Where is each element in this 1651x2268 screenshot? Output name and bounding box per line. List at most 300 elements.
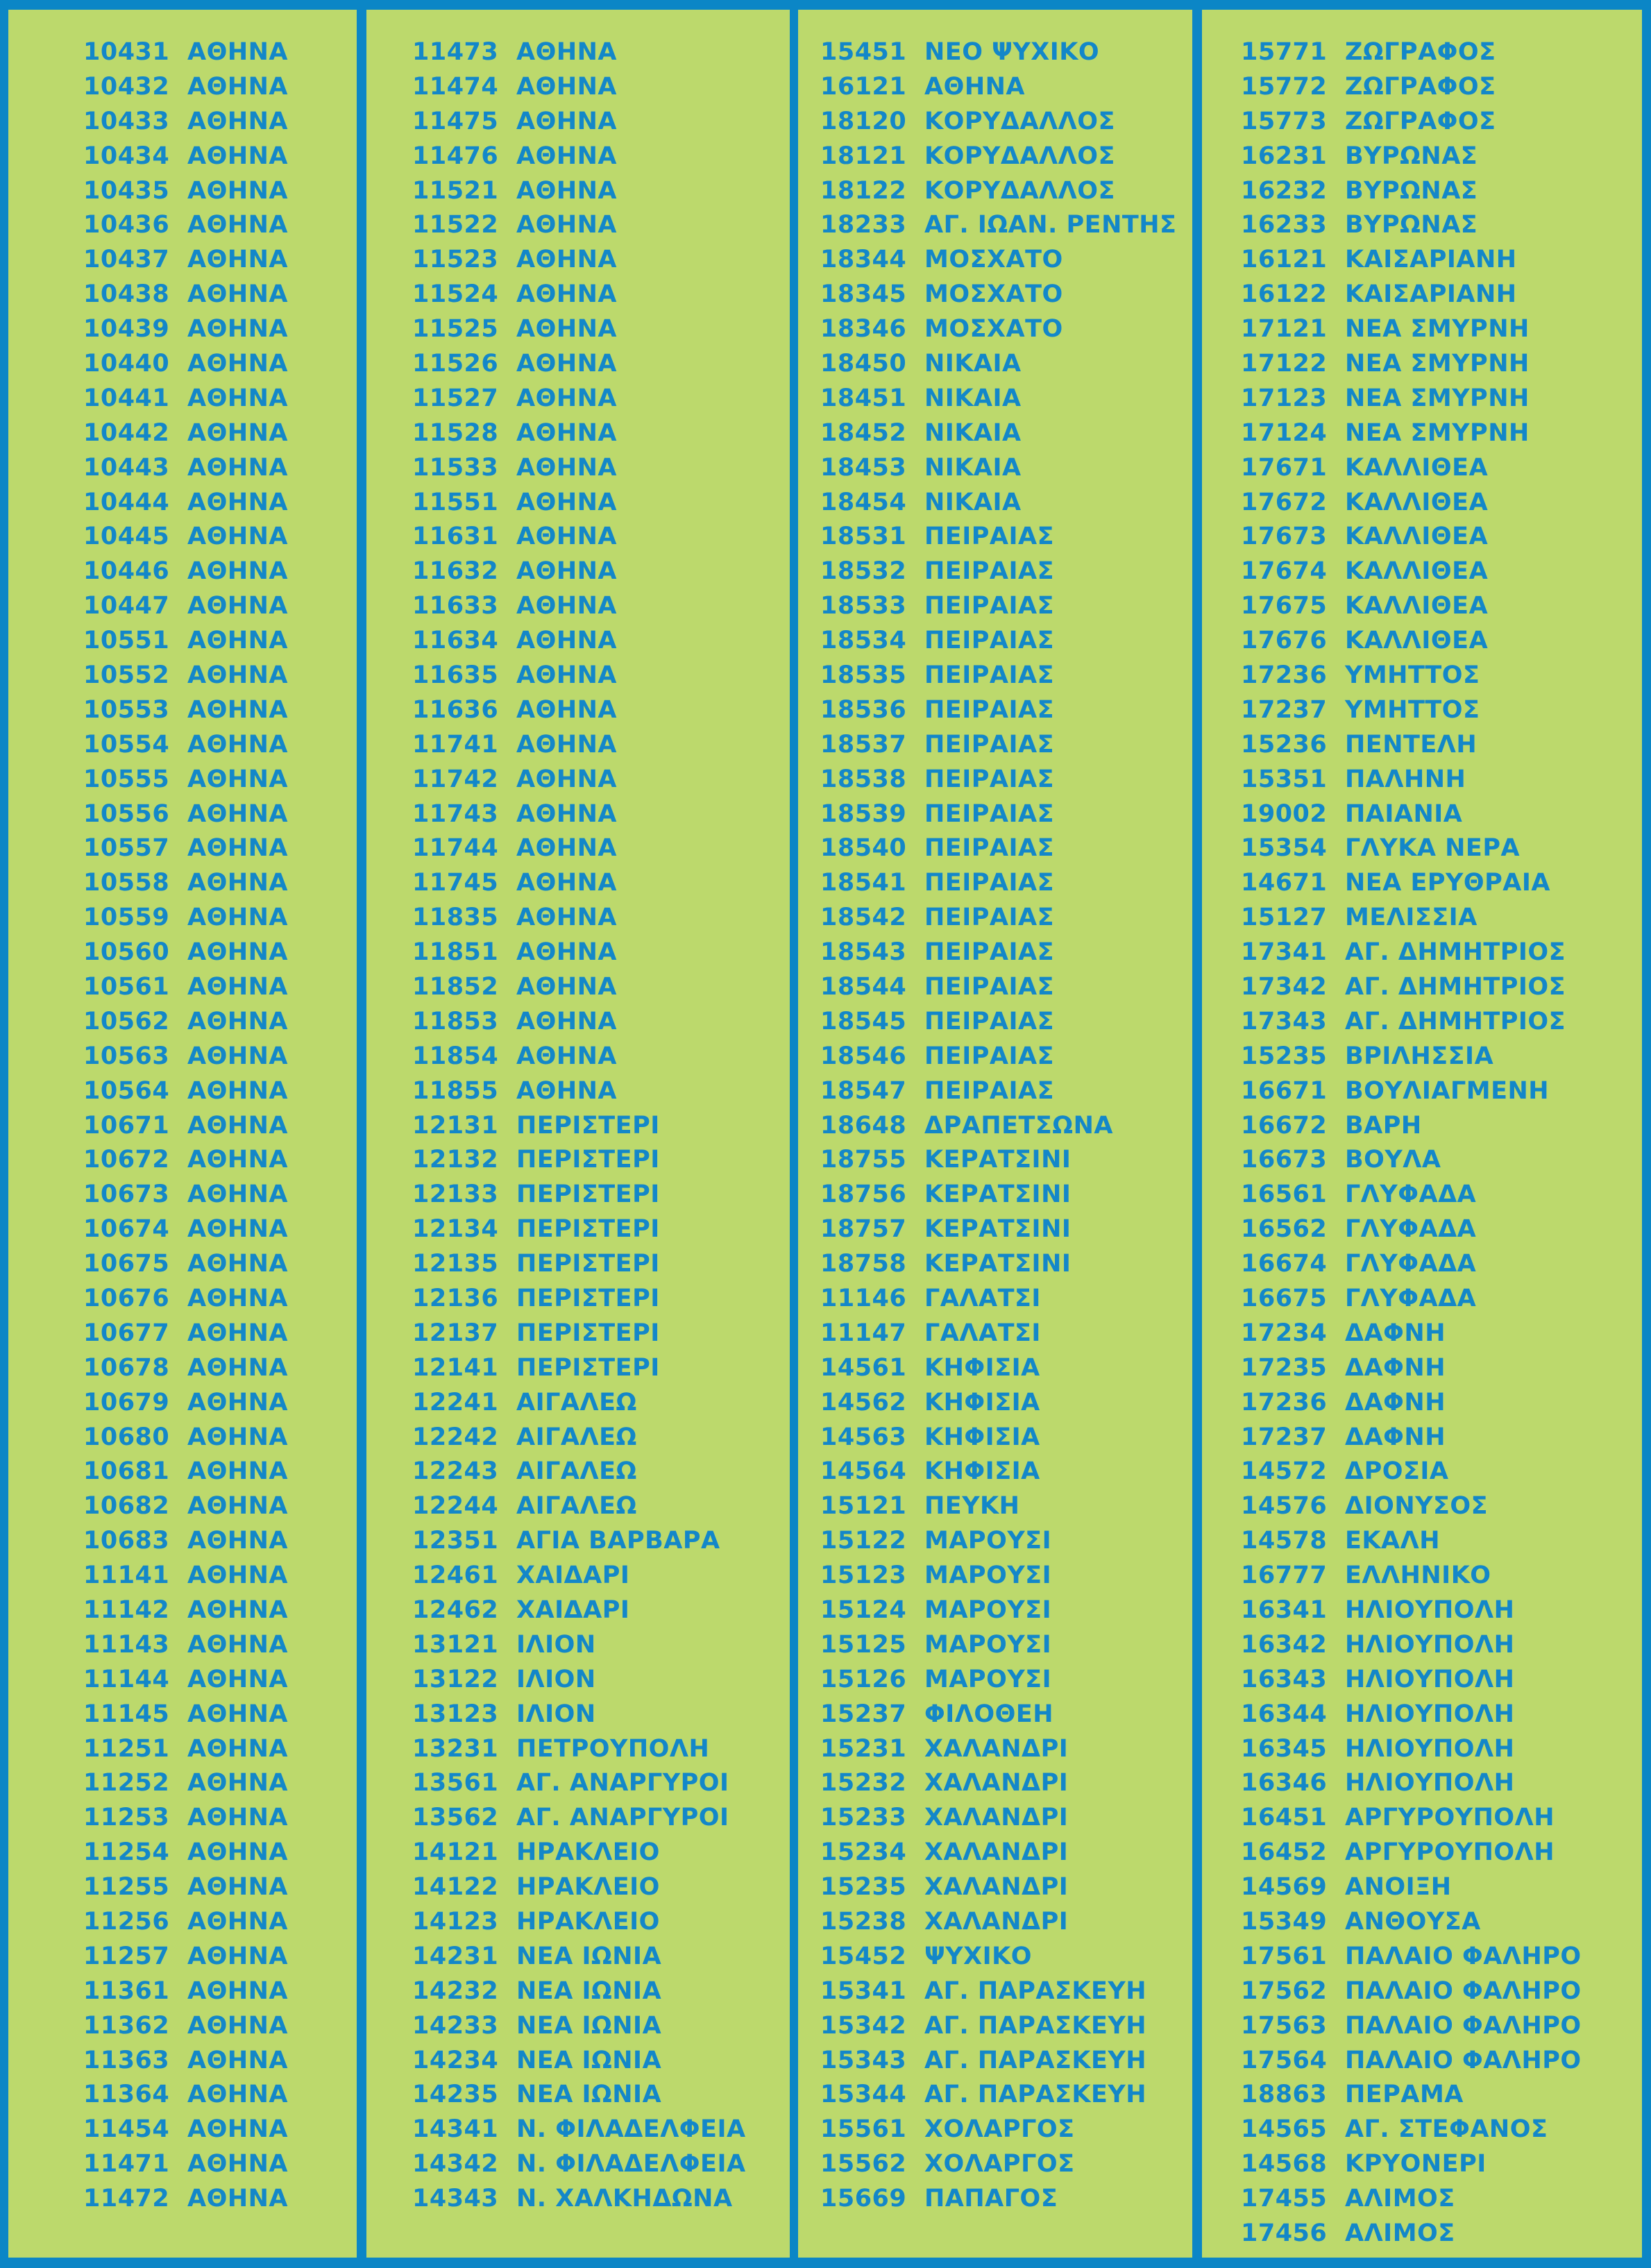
postal-code: 18450 — [820, 349, 907, 378]
postal-code-row — [412, 1316, 790, 1351]
postal-code: 11852 — [412, 972, 499, 1001]
postal-code-row — [412, 104, 790, 139]
area-name: ΠΑΠΑΓΟΣ — [924, 2185, 1058, 2213]
area-name: ΦΙΛΟΘΕΗ — [924, 1700, 1054, 1728]
postal-code-row — [412, 1108, 790, 1143]
area-name: ΑΘΗΝΑ — [516, 869, 618, 897]
postal-code: 11254 — [83, 1838, 170, 1867]
area-name: ΑΓ. ΠΑΡΑΣΚΕΥΗ — [924, 2011, 1147, 2040]
area-name: ΑΘΗΝΑ — [187, 557, 289, 586]
area-name: ΜΟΣΧΑΤΟ — [924, 280, 1063, 309]
postal-code: 11144 — [83, 1665, 170, 1693]
area-name: ΑΘΗΝΑ — [516, 1076, 618, 1105]
postal-code: 11257 — [83, 1942, 170, 1970]
postal-code-row — [83, 1627, 357, 1662]
column-2-list — [366, 35, 790, 2216]
postal-code: 16121 — [1241, 246, 1328, 274]
postal-code-row — [83, 1800, 357, 1835]
area-name: ΥΜΗΤΤΟΣ — [1345, 661, 1480, 689]
column-4 — [1202, 10, 1642, 2258]
postal-code: 10559 — [83, 904, 170, 932]
area-name: ΑΛΙΜΟΣ — [1345, 2219, 1455, 2248]
area-name: ΑΘΗΝΑ — [187, 1665, 289, 1693]
area-name: ΜΑΡΟΥΣΙ — [924, 1630, 1052, 1659]
postal-code: 11471 — [83, 2150, 170, 2178]
area-name: ΕΛΛΗΝΙΚΟ — [1345, 1562, 1491, 1590]
area-name: ΑΘΗΝΑ — [187, 1942, 289, 1970]
area-name: ΖΩΓΡΑΦΟΣ — [1345, 107, 1496, 135]
postal-code: 11855 — [412, 1076, 499, 1105]
postal-code: 18345 — [820, 280, 907, 309]
postal-code-row — [820, 1939, 1192, 1974]
postal-code: 16451 — [1241, 1804, 1328, 1832]
area-name: ΑΓ. ΙΩΑΝ. ΡΕΝΤΗΣ — [924, 211, 1177, 239]
area-name: ΠΕΡΙΣΤΕΡΙ — [516, 1215, 660, 1244]
postal-code: 15354 — [1241, 834, 1328, 863]
postal-code-row — [1241, 900, 1642, 935]
postal-code: 11745 — [412, 869, 499, 897]
postal-code-row — [412, 242, 790, 277]
postal-code: 13122 — [412, 1665, 499, 1693]
postal-code-row — [1241, 174, 1642, 208]
area-name: ΝΕΑ ΣΜΥΡΝΗ — [1345, 349, 1530, 378]
postal-code: 14562 — [820, 1388, 907, 1416]
postal-code-row — [412, 1593, 790, 1627]
postal-code-row — [83, 1212, 357, 1246]
postal-code-row — [412, 831, 790, 865]
area-name: ΑΘΗΝΑ — [516, 176, 618, 205]
area-name: ΑΓ. ΔΗΜΗΤΡΙΟΣ — [1345, 972, 1566, 1001]
postal-code: 18755 — [820, 1146, 907, 1174]
postal-code: 11526 — [412, 349, 499, 378]
postal-code: 11524 — [412, 280, 499, 309]
area-name: ΚΗΦΙΣΙΑ — [924, 1388, 1040, 1416]
postal-code: 12461 — [412, 1562, 499, 1590]
area-name: ΚΗΦΙΣΙΑ — [924, 1457, 1040, 1486]
postal-code: 15235 — [820, 1873, 907, 1902]
area-name: ΗΡΑΚΛΕΙΟ — [516, 1908, 660, 1936]
area-name: ΑΘΗΝΑ — [516, 142, 618, 170]
area-name: ΑΘΗΝΑ — [187, 1838, 289, 1867]
postal-code: 14561 — [820, 1353, 907, 1382]
postal-code: 18546 — [820, 1042, 907, 1070]
postal-code: 10444 — [83, 488, 170, 516]
postal-code: 11631 — [412, 523, 499, 551]
area-name: ΑΘΗΝΑ — [187, 904, 289, 932]
postal-code-row — [820, 762, 1192, 797]
postal-code: 18346 — [820, 315, 907, 344]
postal-code-row — [1241, 1835, 1642, 1870]
area-name: ΑΘΗΝΑ — [187, 1146, 289, 1174]
postal-code-row — [412, 1455, 790, 1489]
postal-code-row — [1241, 797, 1642, 831]
postal-code-row — [412, 658, 790, 693]
postal-code-row — [820, 1489, 1192, 1523]
postal-code: 10551 — [83, 627, 170, 655]
area-name: ΠΕΙΡΑΙΑΣ — [924, 904, 1054, 932]
postal-code: 10446 — [83, 557, 170, 586]
postal-code: 12141 — [412, 1353, 499, 1382]
area-name: ΑΘΗΝΑ — [187, 2011, 289, 2040]
postal-code-row — [820, 519, 1192, 554]
area-name: ΠΕΙΡΑΙΑΣ — [924, 834, 1054, 863]
postal-code: 10554 — [83, 730, 170, 759]
postal-code-row — [820, 1212, 1192, 1246]
postal-code: 17671 — [1241, 453, 1328, 482]
postal-code-row — [1241, 1143, 1642, 1178]
postal-code-row — [1241, 277, 1642, 312]
postal-code: 15341 — [820, 1977, 907, 2005]
area-name: ΑΓ. ΔΗΜΗΤΡΙΟΣ — [1345, 1007, 1566, 1035]
postal-code: 11521 — [412, 176, 499, 205]
postal-code: 16671 — [1241, 1076, 1328, 1105]
postal-code: 17456 — [1241, 2219, 1328, 2248]
postal-code-row — [412, 1523, 790, 1558]
area-name: Ν. ΧΑΛΚΗΔΩΝΑ — [516, 2185, 733, 2213]
postal-code-row — [412, 416, 790, 450]
postal-code-row — [412, 554, 790, 589]
area-name: ΠΕΡΙΣΤΕΡΙ — [516, 1146, 660, 1174]
area-name: ΚΟΡΥΔΑΛΛΟΣ — [924, 176, 1115, 205]
area-name: ΑΝΟΙΞΗ — [1345, 1873, 1452, 1902]
area-name: ΝΙΚΑΙΑ — [924, 384, 1022, 412]
postal-code: 11255 — [83, 1873, 170, 1902]
postal-code-row — [1241, 1074, 1642, 1108]
area-name: ΓΛΥΚΑ ΝΕΡΑ — [1345, 834, 1521, 863]
postal-code-row — [820, 1108, 1192, 1143]
postal-code-row — [820, 1420, 1192, 1455]
area-name: ΝΕΑ ΙΩΝΙΑ — [516, 2081, 662, 2109]
area-name: ΑΘΗΝΑ — [516, 280, 618, 309]
postal-code-row — [83, 1246, 357, 1281]
postal-code-row — [83, 242, 357, 277]
area-name: ΖΩΓΡΑΦΟΣ — [1345, 37, 1496, 66]
postal-code-row — [412, 797, 790, 831]
postal-code-row — [1241, 1558, 1642, 1593]
area-name: ΜΑΡΟΥΣΙ — [924, 1562, 1052, 1590]
postal-code-row — [820, 970, 1192, 1004]
area-name: ΑΘΗΝΑ — [516, 799, 618, 828]
area-name: ΑΘΗΝΑ — [516, 1042, 618, 1070]
area-name: ΒΟΥΛΑ — [1345, 1146, 1441, 1174]
area-name: ΑΘΗΝΑ — [187, 107, 289, 135]
area-name: ΗΡΑΚΛΕΙΟ — [516, 1838, 660, 1867]
postal-code: 12133 — [412, 1180, 499, 1209]
postal-code-row — [1241, 762, 1642, 797]
postal-code: 11472 — [83, 2185, 170, 2213]
postal-code: 10434 — [83, 142, 170, 170]
postal-code: 18543 — [820, 938, 907, 967]
postal-code: 10438 — [83, 280, 170, 309]
area-name: ΠΕΙΡΑΙΑΣ — [924, 972, 1054, 1001]
postal-code: 15562 — [820, 2150, 907, 2178]
postal-code-row — [820, 2181, 1192, 2216]
area-name: ΑΘΗΝΑ — [187, 1007, 289, 1035]
area-name: ΝΕΟ ΨΥΧΙΚΟ — [924, 37, 1100, 66]
area-name: ΠΕΡΙΣΤΕΡΙ — [516, 1250, 660, 1278]
postal-code-row — [1241, 35, 1642, 69]
postal-code: 17563 — [1241, 2011, 1328, 2040]
area-name: ΑΘΗΝΑ — [187, 523, 289, 551]
area-name: ΗΛΙΟΥΠΟΛΗ — [1345, 1734, 1515, 1763]
postal-code: 10564 — [83, 1076, 170, 1105]
postal-code-row — [83, 485, 357, 520]
postal-code-row — [83, 2112, 357, 2147]
postal-code-row — [820, 1143, 1192, 1178]
postal-code: 15125 — [820, 1630, 907, 1659]
postal-code-row — [1241, 1281, 1642, 1316]
postal-code: 18756 — [820, 1180, 907, 1209]
area-name: ΗΛΙΟΥΠΟΛΗ — [1345, 1665, 1515, 1693]
postal-code-row — [1241, 1385, 1642, 1420]
area-name: ΠΕΙΡΑΙΑΣ — [924, 799, 1054, 828]
postal-code-row — [820, 1455, 1192, 1489]
postal-code-row — [412, 1143, 790, 1178]
area-name: ΠΑΙΑΝΙΑ — [1345, 799, 1463, 828]
postal-code-row — [820, 104, 1192, 139]
area-name: ΑΘΗΝΑ — [187, 349, 289, 378]
postal-code-row — [412, 450, 790, 485]
postal-code-row — [83, 519, 357, 554]
area-name: ΑΘΗΝΑ — [187, 142, 289, 170]
postal-code: 10447 — [83, 592, 170, 620]
postal-code-row — [412, 1558, 790, 1593]
postal-code: 18536 — [820, 695, 907, 724]
postal-code: 11142 — [83, 1596, 170, 1625]
postal-code: 10560 — [83, 938, 170, 967]
postal-code-row — [83, 208, 357, 242]
postal-code: 18539 — [820, 799, 907, 828]
postal-code-row — [820, 1835, 1192, 1870]
area-name: ΧΟΛΑΡΓΟΣ — [924, 2150, 1075, 2178]
area-name: ΧΑΛΑΝΔΡΙ — [924, 1838, 1069, 1867]
area-name: ΝΕΑ ΙΩΝΙΑ — [516, 2046, 662, 2074]
area-name: ΒΥΡΩΝΑΣ — [1345, 211, 1478, 239]
postal-code-row — [820, 2043, 1192, 2078]
postal-code-row — [820, 1766, 1192, 1801]
area-name: ΑΘΗΝΑ — [187, 834, 289, 863]
postal-code: 10682 — [83, 1492, 170, 1521]
postal-code-row — [1241, 208, 1642, 242]
postal-code: 17676 — [1241, 627, 1328, 655]
area-name: ΑΘΗΝΑ — [187, 2185, 289, 2213]
postal-code: 18757 — [820, 1215, 907, 1244]
area-name: ΚΑΛΛΙΘΕΑ — [1345, 557, 1489, 586]
area-name: ΝΕΑ ΙΩΝΙΑ — [516, 2011, 662, 2040]
postal-code-row — [83, 1385, 357, 1420]
postal-code: 11147 — [820, 1319, 907, 1347]
postal-code: 11523 — [412, 246, 499, 274]
postal-code-row — [1241, 416, 1642, 450]
postal-code: 16452 — [1241, 1838, 1328, 1867]
area-name: ΑΘΗΝΑ — [187, 2046, 289, 2074]
column-1-list — [8, 35, 357, 2216]
postal-code: 15235 — [1241, 1042, 1328, 1070]
area-name: ΓΑΛΑΤΣΙ — [924, 1319, 1041, 1347]
postal-code-row — [83, 589, 357, 623]
postal-code-row — [412, 381, 790, 416]
area-name: ΑΘΗΝΑ — [187, 1977, 289, 2005]
postal-code-row — [83, 1004, 357, 1039]
postal-code-row — [412, 1489, 790, 1523]
postal-code-row — [820, 139, 1192, 174]
postal-code-row — [83, 277, 357, 312]
postal-code-row — [820, 554, 1192, 589]
area-name: ΑΘΗΝΑ — [187, 799, 289, 828]
column-3 — [798, 10, 1192, 2258]
postal-code: 10563 — [83, 1042, 170, 1070]
area-name: ΧΟΛΑΡΓΟΣ — [924, 2115, 1075, 2144]
area-name: ΑΘΗΝΑ — [187, 1180, 289, 1209]
postal-code: 18122 — [820, 176, 907, 205]
postal-code-row — [83, 2181, 357, 2216]
area-name: ΑΘΗΝΑ — [187, 1492, 289, 1521]
area-name: ΓΛΥΦΑΔΑ — [1345, 1215, 1477, 1244]
postal-code: 10681 — [83, 1457, 170, 1486]
area-name: ΠΕΡΙΣΤΕΡΙ — [516, 1180, 660, 1209]
postal-code-row — [1241, 2112, 1642, 2147]
postal-code-row — [820, 242, 1192, 277]
area-name: ΚΑΛΛΙΘΕΑ — [1345, 523, 1489, 551]
area-name: ΠΕΥΚΗ — [924, 1492, 1020, 1521]
postal-code-row — [412, 865, 790, 900]
postal-code: 14235 — [412, 2081, 499, 2109]
area-name: ΑΘΗΝΑ — [187, 627, 289, 655]
area-name: ΨΥΧΙΚΟ — [924, 1942, 1032, 1970]
postal-code: 17561 — [1241, 1942, 1328, 1970]
postal-code: 16232 — [1241, 176, 1328, 205]
postal-code: 13561 — [412, 1769, 499, 1797]
postal-code-row — [83, 1939, 357, 1974]
postal-code-row — [1241, 69, 1642, 104]
area-name: ΚΕΡΑΤΣΙΝΙ — [924, 1215, 1072, 1244]
area-name: ΑΘΗΝΑ — [187, 869, 289, 897]
area-name: ΑΘΗΝΑ — [187, 1285, 289, 1312]
postal-code-row — [412, 970, 790, 1004]
postal-code: 12136 — [412, 1285, 499, 1312]
postal-code: 14343 — [412, 2185, 499, 2213]
postal-code-row — [820, 1246, 1192, 1281]
postal-code-row — [1241, 1697, 1642, 1732]
postal-code-row — [820, 727, 1192, 762]
postal-code: 15349 — [1241, 1908, 1328, 1936]
area-name: ΔΑΦΝΗ — [1345, 1388, 1446, 1416]
column-3-list — [798, 35, 1192, 2216]
postal-code-row — [412, 589, 790, 623]
postal-code-row — [1241, 2078, 1642, 2113]
postal-code-row — [83, 935, 357, 970]
postal-code: 10674 — [83, 1215, 170, 1244]
area-name: ΑΘΗΝΑ — [187, 72, 289, 101]
postal-code-row — [83, 1420, 357, 1455]
area-name: ΝΙΚΑΙΑ — [924, 418, 1022, 447]
area-name: ΑΘΗΝΑ — [187, 1042, 289, 1070]
area-name: ΑΓ. ΠΑΡΑΣΚΕΥΗ — [924, 1977, 1147, 2005]
postal-code-row — [820, 1004, 1192, 1039]
area-name: ΗΛΙΟΥΠΟΛΗ — [1345, 1769, 1515, 1797]
area-name: ΒΥΡΩΝΑΣ — [1345, 142, 1478, 170]
postal-code-row — [1241, 1246, 1642, 1281]
postal-code-row — [83, 174, 357, 208]
postal-code: 10679 — [83, 1388, 170, 1416]
postal-code: 12241 — [412, 1388, 499, 1416]
postal-code-row — [412, 1385, 790, 1420]
postal-code-row — [820, 1697, 1192, 1732]
postal-code-row — [412, 1870, 790, 1904]
postal-code: 11363 — [83, 2046, 170, 2074]
postal-code: 16122 — [1241, 280, 1328, 309]
area-name: ΠΑΛΑΙΟ ΦΑΛΗΡΟ — [1345, 2046, 1582, 2074]
postal-code-row — [83, 831, 357, 865]
area-name: ΠΑΛΑΙΟ ΦΑΛΗΡΟ — [1345, 2011, 1582, 2040]
area-name: ΑΘΗΝΑ — [187, 1562, 289, 1590]
area-name: ΑΘΗΝΑ — [187, 1388, 289, 1416]
postal-code: 16341 — [1241, 1596, 1328, 1625]
postal-code-row — [83, 970, 357, 1004]
area-name: ΑΘΗΝΑ — [187, 1215, 289, 1244]
area-name: ΠΕΙΡΑΙΑΣ — [924, 869, 1054, 897]
postal-code-row — [820, 1800, 1192, 1835]
postal-code-row — [83, 1039, 357, 1074]
area-name: ΑΘΗΝΑ — [187, 453, 289, 482]
area-name: ΑΘΗΝΑ — [187, 592, 289, 620]
postal-code-row — [412, 1627, 790, 1662]
area-name: ΑΘΗΝΑ — [187, 972, 289, 1001]
postal-code: 14576 — [1241, 1492, 1328, 1521]
postal-code: 14231 — [412, 1942, 499, 1970]
postal-code: 11361 — [83, 1977, 170, 2005]
postal-code-row — [820, 1593, 1192, 1627]
postal-code: 15231 — [820, 1734, 907, 1763]
postal-code-row — [1241, 346, 1642, 381]
postal-code-row — [1241, 1800, 1642, 1835]
postal-code-row — [83, 1974, 357, 2008]
area-name: ΠΑΛΑΙΟ ΦΑΛΗΡΟ — [1345, 1942, 1582, 1970]
area-name: ΑΡΓΥΡΟΥΠΟΛΗ — [1345, 1804, 1555, 1832]
postal-code-row — [820, 658, 1192, 693]
area-name: ΑΘΗΝΑ — [516, 37, 618, 66]
postal-code: 11635 — [412, 661, 499, 689]
postal-code-row — [820, 277, 1192, 312]
postal-code: 15773 — [1241, 107, 1328, 135]
postal-code: 16674 — [1241, 1250, 1328, 1278]
postal-code: 17343 — [1241, 1007, 1328, 1035]
area-name: ΔΑΦΝΗ — [1345, 1353, 1446, 1382]
postal-code-row — [412, 935, 790, 970]
area-name: ΒΥΡΩΝΑΣ — [1345, 176, 1478, 205]
postal-code-row — [83, 1558, 357, 1593]
postal-code: 16343 — [1241, 1665, 1328, 1693]
postal-code-row — [83, 900, 357, 935]
area-name: ΠΕΡΙΣΤΕΡΙ — [516, 1285, 660, 1312]
area-name: ΑΘΗΝΑ — [187, 1423, 289, 1451]
postal-code-row — [83, 693, 357, 727]
area-name: ΚΑΙΣΑΡΙΑΝΗ — [1345, 246, 1517, 274]
area-name: ΔΡΑΠΕΤΣΩΝΑ — [924, 1111, 1113, 1140]
area-name: ΓΛΥΦΑΔΑ — [1345, 1180, 1477, 1209]
area-name: ΓΛΥΦΑΔΑ — [1345, 1285, 1477, 1312]
area-name: ΑΘΗΝΑ — [516, 246, 618, 274]
postal-code: 18540 — [820, 834, 907, 863]
postal-code-row — [83, 450, 357, 485]
postal-code-row — [1241, 693, 1642, 727]
postal-code-row — [412, 277, 790, 312]
postal-code: 16345 — [1241, 1734, 1328, 1763]
postal-code-row — [820, 1974, 1192, 2008]
postal-code: 10552 — [83, 661, 170, 689]
postal-code: 18451 — [820, 384, 907, 412]
postal-code-row — [820, 485, 1192, 520]
